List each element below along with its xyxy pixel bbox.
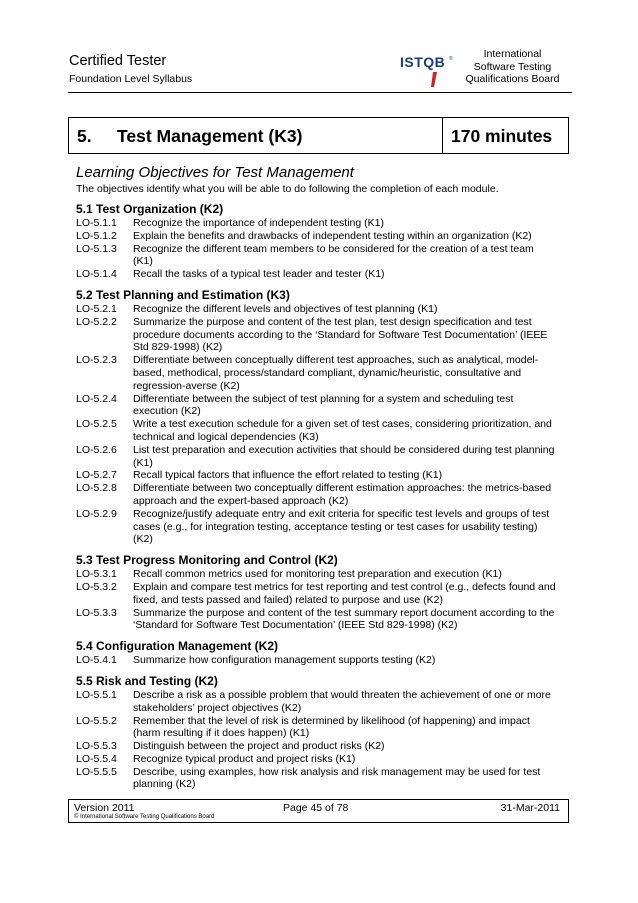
header-rule <box>68 92 572 93</box>
objective-text: Recall common metrics used for monitoring test preparation and execution (K1) <box>133 568 502 581</box>
objectives-heading: Learning Objectives for Test Management <box>76 164 354 181</box>
objective-text: Summarize the purpose and content of the test summary report document according to the ‘Standard for Software Test Documentation’ (IEEE Std 829-1998) (K2) <box>133 606 555 632</box>
header-subtitle: Foundation Level Syllabus <box>69 73 193 85</box>
objective-row <box>76 766 556 792</box>
section-title: 5.3 Test Progress Monitoring and Control (K2) <box>76 553 338 568</box>
objective-id: LO-5.3.2 <box>76 580 117 593</box>
section-title: 5.5 Risk and Testing (K2) <box>76 673 218 688</box>
objective-text: Write a test execution schedule for a given set of test cases, considering prioritization, and technical and logical dependencies (K3) <box>133 418 552 443</box>
objective-row <box>76 469 556 482</box>
objective-text: Describe a risk as a possible problem that would threaten the achievement of one or more stakeholders’ project objectives (K2) <box>133 688 551 714</box>
chapter-number: 5. <box>77 126 92 146</box>
objective-text: Differentiate between two conceptually different estimation approaches: the metrics-based approach and the expert-based approach (K2) <box>133 482 552 507</box>
objective-row <box>76 243 556 269</box>
footer-copyright: © International Software Testing Qualifications Board <box>74 814 215 820</box>
org-line-2: Software Testing <box>473 60 552 73</box>
objective-id: LO-5.2.3 <box>76 354 117 367</box>
chapter-heading <box>68 117 569 154</box>
objective-id: LO-5.1.1 <box>76 217 117 229</box>
objective-text: Explain the benefits and drawbacks of independent testing within an organization (K2) <box>133 229 532 242</box>
section-title: 5.1 Test Organization (K2) <box>76 202 224 216</box>
objective-id: LO-5.1.3 <box>76 242 117 255</box>
org-line-3: Qualifications Board <box>465 73 560 85</box>
objective-id: LO-5.3.3 <box>76 606 117 619</box>
objective-id: LO-5.5.1 <box>76 688 117 701</box>
objective-row <box>76 654 556 667</box>
istqb-logo <box>399 53 455 89</box>
objective-text: Summarize how configuration management supports testing (K2) <box>133 654 436 667</box>
objective-row <box>76 217 556 230</box>
objective-text: Recall typical factors that influence the effort related to testing (K1) <box>133 469 443 482</box>
objective-id: LO-5.4.1 <box>76 654 117 667</box>
objective-row <box>76 303 556 316</box>
objective-row <box>76 568 556 581</box>
objective-id: LO-5.1.2 <box>76 229 117 242</box>
objective-row <box>76 753 556 766</box>
objectives-intro: The objectives identify what you will be able to do following the completion of each module. <box>76 183 499 195</box>
chapter-divider <box>442 118 443 153</box>
page-footer <box>68 799 569 823</box>
objective-id: LO-5.3.1 <box>76 568 117 581</box>
objective-row <box>76 230 556 243</box>
logo-swoosh <box>431 72 437 87</box>
objective-row <box>76 740 556 753</box>
objective-id: LO-5.2.8 <box>76 482 117 495</box>
objective-text: List test preparation and execution activities that should be considered during test planning (K1) <box>133 443 555 469</box>
objective-id: LO-5.5.5 <box>76 765 117 778</box>
objective-row <box>76 715 556 741</box>
objective-text: Differentiate between the subject of test planning for a system and scheduling test execution (K2) <box>133 392 514 418</box>
objective-text: Summarize the purpose and content of the test plan, test design specification and test procedure documents according to the ‘Standard for Software Test Documentation’ (IEEE Std 829-1998) (K2) <box>133 315 548 354</box>
objective-text: Recognize the different levels and objectives of test planning (K1) <box>133 302 438 315</box>
logo-text: ISTQB <box>400 54 446 70</box>
objective-row <box>76 689 556 715</box>
footer-version: Version 2011 <box>74 802 135 814</box>
objective-id: LO-5.2.9 <box>76 507 117 520</box>
objective-row <box>76 581 556 607</box>
org-line-1: International <box>483 48 542 60</box>
objective-text: Explain and compare test metrics for test reporting and test control (e.g., defects found and fixed, and tests passed and failed) related to purpose and use (K2) <box>133 580 556 606</box>
section-title: 5.4 Configuration Management (K2) <box>76 639 279 654</box>
section-title: 5.2 Test Planning and Estimation (K3) <box>76 287 290 302</box>
objective-row <box>76 607 556 633</box>
objective-id: LO-5.2.7 <box>76 469 117 482</box>
header-org <box>455 48 570 86</box>
footer-page-number: Page 45 of 78 <box>283 802 349 814</box>
objective-text: Recognize the importance of independent testing (K1) <box>133 217 384 229</box>
objective-text: Remember that the level of risk is determined by likelihood (of happening) and impact (harm resulting if it does happen) (K1) <box>133 714 530 740</box>
objective-row <box>76 444 556 470</box>
objective-id: LO-5.2.6 <box>76 443 117 456</box>
objectives-list <box>76 202 556 791</box>
objective-id: LO-5.2.5 <box>76 418 117 431</box>
objective-row <box>76 393 556 419</box>
objective-row <box>76 508 556 546</box>
footer-date: 31-Mar-2011 <box>500 802 560 814</box>
objective-row <box>76 268 556 281</box>
objective-id: LO-5.5.3 <box>76 740 117 753</box>
chapter-title: Test Management (K3) <box>117 126 303 146</box>
objective-text: Distinguish between the project and product risks (K2) <box>133 740 385 753</box>
logo-mark: ® <box>449 56 453 62</box>
objective-id: LO-5.2.2 <box>76 315 117 328</box>
objective-text: Recognize the different team members to be considered for the creation of a test team (K1) <box>133 242 534 268</box>
page-header <box>68 44 572 90</box>
header-title: Certified Tester <box>69 53 167 69</box>
objective-id: LO-5.2.4 <box>76 392 117 405</box>
objective-id: LO-5.2.1 <box>76 302 117 315</box>
chapter-time: 170 minutes <box>451 126 553 146</box>
objective-text: Differentiate between conceptually different test approaches, such as analytical, model-based, methodical, process/standard compliant, dynamic/heuristic, consultative and regression-averse (K2) <box>133 354 539 392</box>
objective-id: LO-5.1.4 <box>76 268 117 281</box>
objective-id: LO-5.5.2 <box>76 714 117 727</box>
objective-row <box>76 354 556 392</box>
objective-row <box>76 418 556 444</box>
objective-row <box>76 316 556 354</box>
objective-text: Recognize typical product and project risks (K1) <box>133 752 356 765</box>
objective-text: Describe, using examples, how risk analysis and risk management may be used for test planning (K2) <box>133 765 541 791</box>
objective-text: Recall the tasks of a typical test leader and tester (K1) <box>133 268 385 281</box>
objective-id: LO-5.5.4 <box>76 752 117 765</box>
objective-text: Recognize/justify adequate entry and exit criteria for specific test levels and groups of test cases (e.g., for integration testing, acceptance testing or test cases for usability testing) (K2) <box>133 507 550 546</box>
objective-row <box>76 482 556 508</box>
